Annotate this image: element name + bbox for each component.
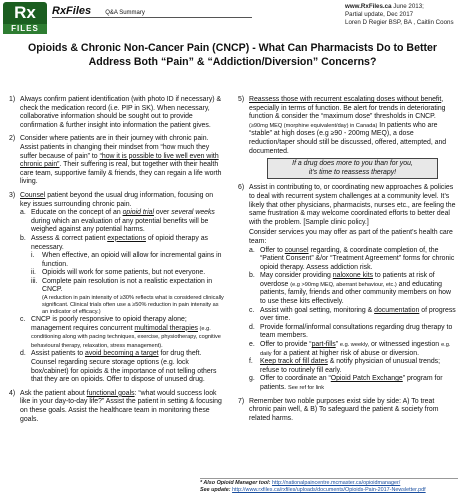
sub-item-a — [20, 209, 224, 235]
date: June 2013; — [393, 3, 424, 10]
logo-files: FILES — [3, 24, 47, 34]
sub-text: to patients at risk of overdose — [260, 272, 435, 288]
sub-text: & notify physician of unusual trends; refuse to routinely fill early. — [260, 358, 441, 374]
footer — [200, 478, 458, 494]
callout-line: If a drug does more to you than for you, — [292, 160, 413, 168]
header-rule — [52, 17, 252, 18]
sub-emphasis: Opioid Patch Exchange — [330, 375, 403, 383]
sub-text: and educating patients, family, friends and other community members on how to use these kits effectively. — [260, 280, 451, 306]
sub-text: CNCP is poorly responsive to opioid therapy alone; management requires concurrent — [31, 316, 187, 332]
item-emphasis: Reassess those with recurrent escalating doses without benefit — [249, 96, 442, 103]
sub-emphasis: opioid trial — [122, 209, 154, 217]
sub-text: regarding, & coordinate completion of, the “Patient Consent” &/or “Treatment Agreement” forms for chronic opioid therapy. Assess addiction risk. — [260, 246, 455, 271]
sub-emphasis: avoid becoming a target — [85, 350, 159, 358]
sub-letter: iii. — [31, 277, 38, 285]
sub-text: May consider providing — [260, 272, 333, 280]
sub-text: or witnessed ingestion — [369, 341, 442, 349]
sub-letter: d. — [20, 350, 26, 358]
sub-text: of progress over time. — [260, 306, 456, 323]
sub-emphasis: several weeks — [171, 209, 215, 217]
sub-item-b — [20, 235, 224, 316]
item-text: , especially in terms of function. Be alert for trends in deteriorating function & consider the “maximum dose” thresholds in CNCP. — [249, 96, 446, 121]
sub-sub-item-i — [31, 252, 224, 269]
list-item-2 — [9, 135, 224, 187]
sub-letter: b. — [249, 272, 255, 280]
sub-letter: d. — [249, 323, 255, 331]
authors: Loren D Regier BSP, BA , Caitlin Coons — [345, 19, 454, 26]
item-note: (≥90mg MEQ (morphine equivalent/day) in Canada) — [249, 122, 378, 129]
sub-item-c — [249, 307, 456, 324]
item-text: Consider services you may offer as part of the patient’s health care team: — [249, 229, 453, 245]
sub-item-c — [20, 316, 224, 350]
sub-item-b — [249, 272, 456, 306]
sub-text: Offer to — [260, 246, 285, 254]
item-emphasis: “how it is possible to live well even with chronic pain” — [20, 152, 219, 169]
callout-line: it’s time to reassess therapy! — [308, 168, 397, 176]
list-item-3 — [9, 192, 224, 385]
left-column — [9, 96, 224, 429]
item-text: Remember two noble purposes exist side by side: A) To treat chronic pain well, & B) To safeguard the patient & society from related harms. — [249, 397, 439, 422]
sub-emphasis: multimodal therapies — [134, 324, 198, 332]
brand-subtitle: Q&A Summary — [105, 10, 145, 16]
header-meta — [345, 3, 455, 27]
sub-letter: ii. — [31, 269, 36, 277]
item-text: patient beyond the usual drug information, focusing on key issues surrounding chronic pain. — [20, 191, 214, 208]
logo-rx: Rx — [3, 2, 47, 24]
sub-text: Assist with goal setting, monitoring & — [260, 306, 375, 314]
item-number: 7) — [238, 397, 245, 405]
sub-note: e.g. weekly, — [339, 342, 370, 349]
item-text: Ask the patient about — [20, 389, 87, 397]
item-number: 4) — [9, 389, 16, 397]
sub-text: for a patient at higher risk of abuse or diversion. — [271, 349, 419, 357]
sub-note: (e.g >90mg MEQ, aberrant behaviour, etc.) — [290, 281, 397, 288]
opioid-manager-link[interactable]: http://nationalpaincentre.mcmaster.ca/opioidmanager/ — [271, 480, 401, 486]
sub-emphasis: counsel — [284, 246, 309, 254]
sub-emphasis: expectations — [107, 234, 146, 242]
site-url[interactable]: www.RxFiles.ca — [345, 3, 392, 10]
sub-sub-item-iii — [31, 278, 224, 316]
sub-emphasis: Keep track of fill dates — [260, 358, 328, 366]
sub-text: during which an evaluation of any potential benefits will be weighed against any potential harms. — [31, 217, 209, 234]
sub-emphasis: naloxone kits — [332, 272, 374, 280]
sub-emphasis: documentation — [374, 306, 420, 314]
sub-letter: c. — [20, 316, 26, 324]
sub-text: of opioid therapy as necessary. — [31, 234, 208, 251]
list-item-5 — [238, 96, 456, 179]
sub-text: When effective, an opioid will allow for incremental gains in function. — [42, 252, 222, 268]
sub-note: (e.g. conditioning along with pacing techniques, exercise, physiotherapy, cognitive behavioural therapy, relaxation, stress management). — [31, 325, 221, 349]
sub-emphasis: part-fills — [311, 341, 336, 349]
brand-title — [52, 5, 145, 17]
sub-item-a — [249, 247, 456, 273]
sub-letter: b. — [20, 234, 26, 242]
update-link[interactable]: http://www.rxfiles.ca/rxfiles/uploads/documents/Opioids-Pain-2017-Newsletter.pdf — [232, 487, 426, 493]
sub-item-e — [249, 341, 456, 358]
item-emphasis: Counsel — [20, 191, 46, 199]
sub-text: for drug theft. Counsel regarding secure storage options (e.g. lock box/cabinet) for opioids & the importance of not telling others that they are on opioids. Offer to dispose of unused drug. — [31, 350, 217, 384]
list-item-6 — [238, 184, 456, 392]
sub-text: over — [153, 209, 172, 217]
sub-item-g — [249, 375, 456, 392]
sub-text: Provide formal/informal consultations regarding drug therapy to team members. — [260, 323, 453, 340]
footer-label: See update: — [200, 487, 231, 493]
sub-text: ” program for patients. — [260, 375, 443, 391]
sub-note: e.g. daily — [260, 342, 451, 357]
sub-note: See ref for link — [287, 385, 325, 391]
sub-text: ” — [335, 341, 340, 349]
sub-text: Offer to provide “ — [260, 341, 312, 349]
sub-text: Opioids will work for some patients, but not everyone. — [42, 269, 206, 277]
sub-letter: g. — [249, 375, 255, 383]
item-emphasis: functional goals — [86, 389, 135, 397]
list-item-4 — [9, 390, 224, 424]
sub-text: Educate on the concept of an — [31, 209, 123, 217]
sub-letter: a. — [20, 209, 26, 217]
sub-text: Assess & correct patient — [31, 234, 108, 242]
brand-name: RxFiles — [52, 5, 92, 17]
sub-letter: e. — [249, 341, 255, 349]
sub-item-d — [249, 324, 456, 341]
list-item-1 — [9, 96, 224, 130]
item-text: Always confirm patient identification (with photo ID if necessary) & check the medication record (i.e. PIP in SK). When necessary, collaborative information should be sought out to provide confirmation & further insight into information the patient gives. — [20, 96, 222, 129]
item-number: 1) — [9, 96, 16, 103]
sub-letter: f. — [249, 358, 253, 366]
sub-letter: i. — [31, 252, 35, 260]
item-text: Consider where patients are in their journey with chronic pain. Assist patients in changing their mindset from “how much they suffer because of pain” to — [20, 135, 210, 160]
sub-note: (A reduction in pain intensity of ≥30% reflects what is considered clinically significant. Clinical trials often use a ≥50% reduction in pain intensity as an indicator of efficacy.) — [42, 295, 224, 316]
item-number: 2) — [9, 135, 16, 143]
item-text: In patients who are “stable” at high doses (e.g ≥90 - 200mg MEQ), a dose reduction/taper should still be discussed, offered, attempted, and documented. — [249, 121, 447, 155]
item-number: 3) — [9, 191, 16, 199]
footer-label: * Also Opioid Manager tool: — [200, 480, 271, 486]
sub-text: Assist patients to — [31, 350, 86, 358]
item-number: 6) — [238, 184, 245, 192]
update-note: Partial update, Dec 2017 — [345, 11, 414, 18]
callout-box — [267, 158, 438, 179]
item-number: 5) — [238, 96, 245, 103]
page-title: Opioids & Chronic Non-Cancer Pain (CNCP) - What Can Pharmacists Do to Better Address Both “Pain” & “Addiction/Diversion” Concerns? — [27, 42, 438, 68]
sub-letter: a. — [249, 246, 255, 254]
sub-sub-item-ii — [31, 269, 224, 278]
item-text: Assist in contributing to, or coordinating new approaches & policies to deal with recurrent system challenges at a community level. It’s likely that other physicians, pharmacists, nurses etc., are feeling the same frustration & may welcome coordinated efforts to better deal with the problem. [Sample clinic policy.] — [249, 184, 456, 226]
sub-text: Offer to coordinate an “ — [260, 375, 331, 383]
sub-item-f — [249, 358, 456, 375]
right-column — [238, 96, 456, 428]
item-text: : “what would success look like in your day-to-day life?” Assist the patient in setting & focusing on these goals. Assist the healthcare team in monitoring these goals. — [20, 389, 222, 423]
list-item-7 — [238, 398, 456, 424]
sub-letter: c. — [249, 306, 255, 314]
item-text: . Their suffering is real, but together with their health care team, supportive family & friends, they can regain a life worth living. — [20, 161, 222, 186]
sub-item-d — [20, 350, 224, 384]
sub-text: Complete pain resolution is not a realistic expectation in CNCP. — [42, 277, 213, 294]
rxfiles-logo — [3, 2, 47, 36]
header — [0, 0, 461, 36]
